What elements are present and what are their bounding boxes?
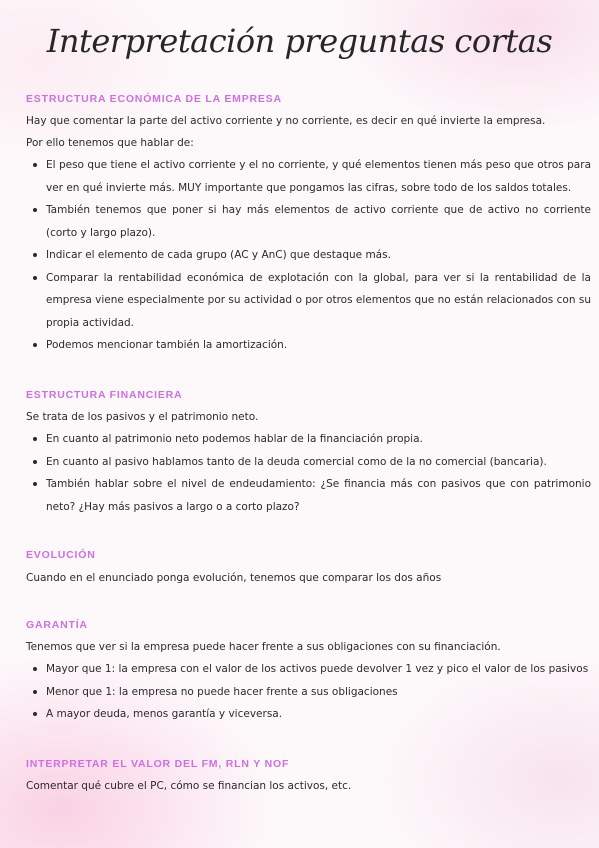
section-paragraph: Hay que comentar la parte del activo corriente y no corriente, es decir en qué invierte la empresa. (26, 115, 546, 127)
bullet-icon (33, 343, 37, 347)
bullet-icon (33, 437, 37, 441)
section-paragraph: Tenemos que ver si la empresa puede hacer frente a sus obligaciones con su financiación. (26, 641, 501, 653)
bullet-list (26, 658, 591, 726)
list-item (26, 428, 591, 451)
list-item-text: En cuanto al pasivo hablamos tanto de la deuda comercial como de la no comercial (bancaria). (46, 455, 547, 468)
bullet-icon (33, 460, 37, 464)
section-estructura-economica (26, 91, 591, 357)
section-heading: EVOLUCIÓN (26, 549, 96, 561)
section-paragraph: Cuando en el enunciado ponga evolución, tenemos que comparar los dos años (26, 572, 442, 584)
section-paragraph: Por ello tenemos que hablar de: (26, 137, 194, 149)
list-item (26, 334, 591, 357)
bullet-icon (33, 253, 37, 257)
section-heading: ESTRUCTURA ECONÓMICA DE LA EMPRESA (26, 93, 282, 105)
list-item (26, 451, 591, 474)
list-item-text: El peso que tiene el activo corriente y el no corriente, y qué elementos tienen más peso que otros para ver en qué invierte más. MUY importante que pongamos las cifras, sobre todo de los saldos totales. (46, 159, 591, 194)
list-item (26, 154, 591, 199)
bullet-icon (33, 667, 37, 671)
list-item (26, 681, 591, 704)
list-item-text: También hablar sobre el nivel de endeudamiento: ¿Se financia más con pasivos que con patrimonio neto? ¿Hay más pasivos a largo o a corto plazo? (46, 478, 591, 513)
list-item (26, 658, 591, 681)
list-item (26, 244, 591, 267)
list-item-text: En cuanto al patrimonio neto podemos hablar de la financiación propia. (46, 433, 423, 445)
section-garantia (26, 617, 591, 726)
list-item (26, 703, 591, 726)
bullet-icon (33, 712, 37, 716)
bullet-list (26, 428, 591, 518)
list-item-text: También tenemos que poner si hay más elementos de activo corriente que de activo no corriente (corto y largo plazo). (46, 204, 591, 239)
section-evolucion (26, 547, 591, 589)
section-paragraph: Comentar qué cubre el PC, cómo se financian los activos, etc. (26, 780, 352, 792)
bullet-list (26, 154, 591, 357)
bullet-icon (33, 208, 37, 212)
section-heading: INTERPRETAR EL VALOR DEL FM, RLN Y NOF (26, 758, 290, 770)
bullet-icon (33, 690, 37, 694)
list-item (26, 267, 591, 335)
list-item-text: Podemos mencionar también la amortización. (46, 339, 288, 351)
page-title: Interpretación preguntas cortas (46, 22, 553, 60)
list-item-text: Comparar la rentabilidad económica de explotación con la global, para ver si la rentabilidad de la empresa viene especialmente por su actividad o por otros elementos que no están relacionados con su propia actividad. (46, 271, 591, 329)
section-heading: GARANTÍA (26, 619, 88, 631)
list-item (26, 199, 591, 244)
section-interpretar-fm-rln-nof (26, 756, 591, 797)
bullet-icon (33, 482, 37, 486)
bullet-icon (33, 276, 37, 280)
section-estructura-financiera (26, 387, 591, 518)
list-item-text: Mayor que 1: la empresa con el valor de los activos puede devolver 1 vez y pico el valor de los pasivos (46, 663, 589, 675)
list-item (26, 473, 591, 518)
section-heading: ESTRUCTURA FINANCIERA (26, 389, 183, 401)
section-paragraph: Se trata de los pasivos y el patrimonio neto. (26, 411, 259, 423)
list-item-text: Menor que 1: la empresa no puede hacer frente a sus obligaciones (46, 685, 398, 698)
list-item-text: Indicar el elemento de cada grupo (AC y AnC) que destaque más. (46, 249, 391, 261)
list-item-text: A mayor deuda, menos garantía y viceversa. (46, 708, 283, 720)
bullet-icon (33, 163, 37, 167)
